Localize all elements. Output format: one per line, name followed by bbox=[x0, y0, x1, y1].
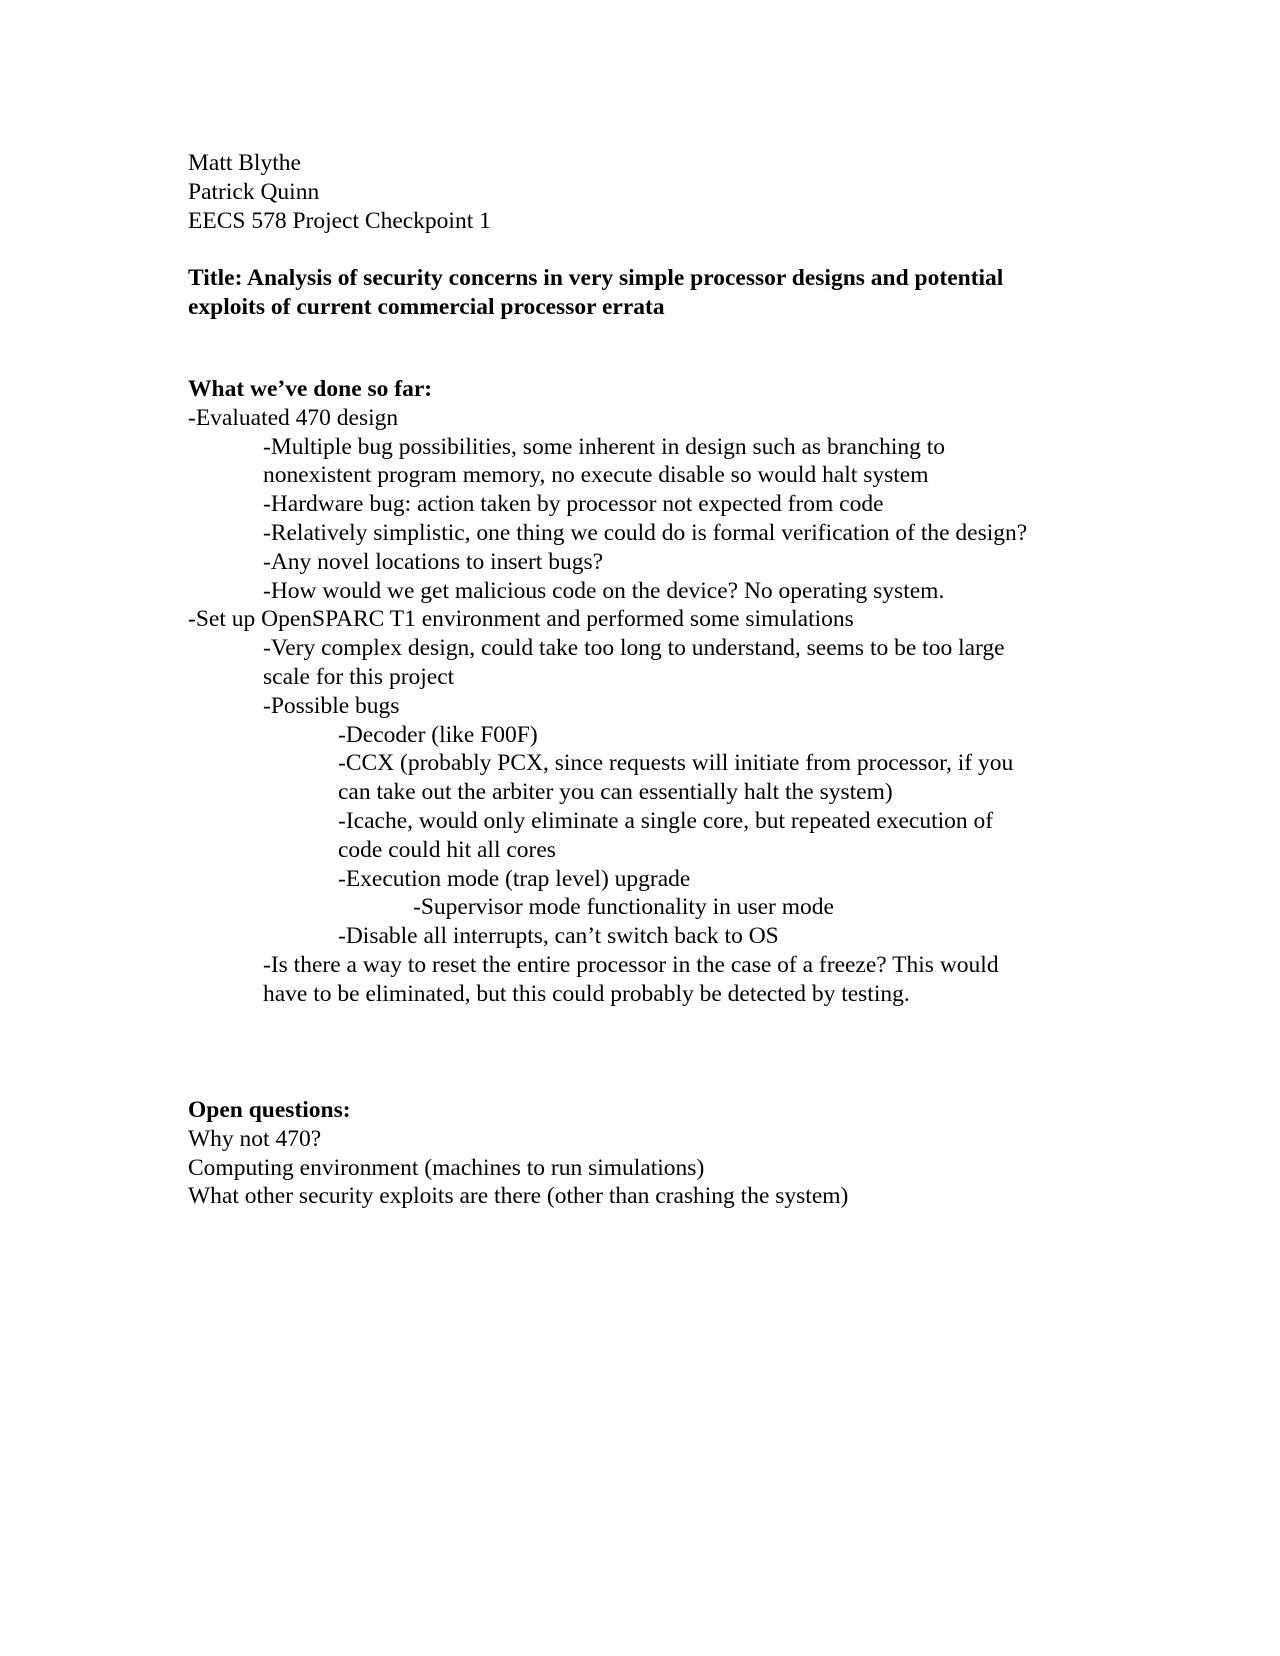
list-item: -Execution mode (trap level) upgrade bbox=[338, 865, 691, 892]
header-block bbox=[188, 149, 1088, 235]
list-item: -Very complex design, could take too long to understand, seems to be too large bbox=[263, 635, 1005, 662]
list-item: Computing environment (machines to run simulations) bbox=[188, 1154, 705, 1181]
title-line: Title: Analysis of security concerns in very simple processor designs and potential bbox=[188, 265, 1004, 291]
list-item: -Possible bugs bbox=[263, 692, 400, 719]
questions-section bbox=[188, 1096, 1088, 1211]
list-item: -Relatively simplistic, one thing we could do is formal verification of the design? bbox=[263, 519, 1028, 546]
section-heading: What we’ve done so far: bbox=[188, 376, 433, 402]
list-item: scale for this project bbox=[263, 663, 455, 690]
list-item: -Evaluated 470 design bbox=[188, 404, 399, 431]
section-heading: Open questions: bbox=[188, 1097, 351, 1123]
author-name: Matt Blythe bbox=[188, 150, 301, 176]
list-item: -Disable all interrupts, can’t switch back to OS bbox=[338, 923, 779, 950]
progress-section bbox=[188, 375, 1088, 1009]
list-item: -Hardware bug: action taken by processor not expected from code bbox=[263, 491, 884, 518]
list-item: -Icache, would only eliminate a single core, but repeated execution of bbox=[338, 807, 994, 834]
author-name: Patrick Quinn bbox=[188, 178, 320, 205]
list-item: nonexistent program memory, no execute disable so would halt system bbox=[263, 462, 929, 489]
title-line: exploits of current commercial processor errata bbox=[188, 293, 665, 320]
list-item: can take out the arbiter you can essentially halt the system) bbox=[338, 779, 893, 806]
list-item: have to be eliminated, but this could probably be detected by testing. bbox=[263, 980, 910, 1007]
document-title bbox=[188, 264, 1088, 322]
list-item: -Is there a way to reset the entire processor in the case of a freeze? This would bbox=[263, 951, 999, 978]
list-item: -Supervisor mode functionality in user mode bbox=[413, 894, 834, 921]
list-item: -Multiple bug possibilities, some inherent in design such as branching to bbox=[263, 433, 946, 460]
list-item: -Set up OpenSPARC T1 environment and performed some simulations bbox=[188, 606, 854, 633]
list-item: Why not 470? bbox=[188, 1125, 322, 1152]
list-item: What other security exploits are there (other than crashing the system) bbox=[188, 1183, 849, 1210]
list-item: -Decoder (like F00F) bbox=[338, 721, 538, 748]
course-title: EECS 578 Project Checkpoint 1 bbox=[188, 207, 491, 234]
list-item: -How would we get malicious code on the device? No operating system. bbox=[263, 577, 945, 604]
list-item: -CCX (probably PCX, since requests will initiate from processor, if you bbox=[338, 750, 1014, 777]
list-item: -Any novel locations to insert bugs? bbox=[263, 548, 604, 575]
list-item: code could hit all cores bbox=[338, 836, 556, 863]
